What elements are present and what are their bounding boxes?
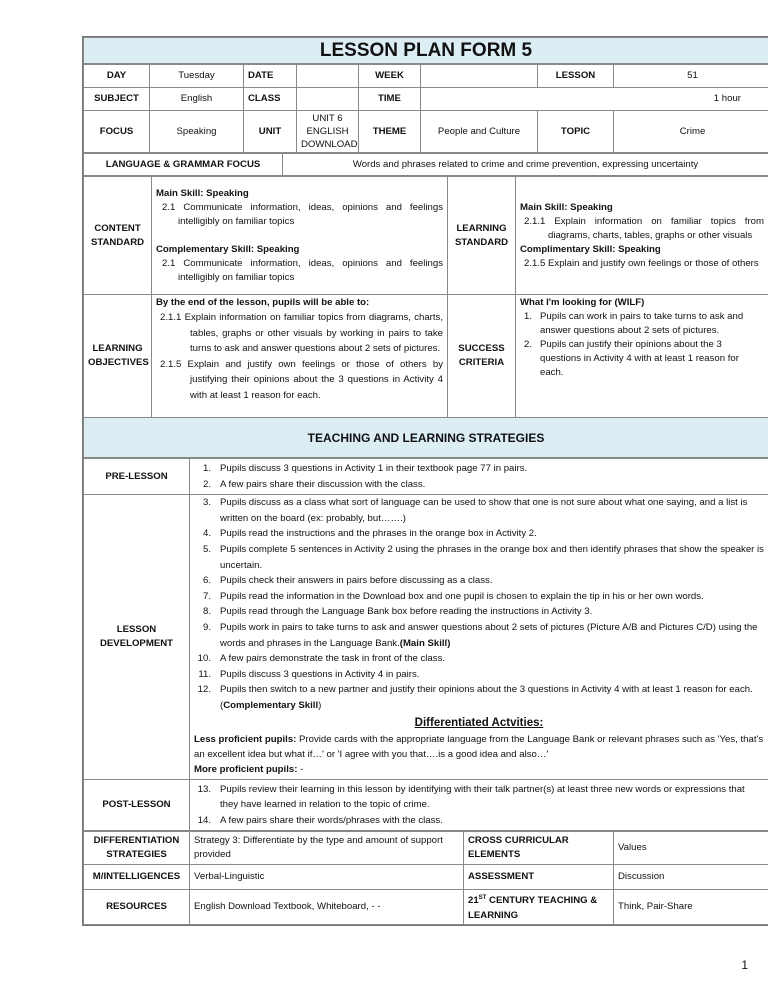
strategies-table bbox=[83, 458, 768, 831]
success-criteria-label: SUCCESS CRITERIA bbox=[448, 295, 516, 418]
time-label: TIME bbox=[359, 88, 421, 111]
step-item: 9. Pupils work in pairs to take turns to ask and answer questions about 2 sets of pictures (Picture A/B and Pictures C/D) using the words and phrases in the Language Bank.(Main Skill) bbox=[202, 621, 758, 649]
class-label: CLASS bbox=[244, 88, 297, 111]
day-label: DAY bbox=[84, 65, 150, 88]
lesson-development-label: LESSON DEVELOPMENT bbox=[84, 495, 190, 780]
footer-table bbox=[83, 831, 768, 924]
standards-table bbox=[83, 176, 768, 458]
date-label: DATE bbox=[244, 65, 297, 88]
week-label: WEEK bbox=[359, 65, 421, 88]
step-item: 13. Pupils review their learning in this lesson by identifying with their talk partner(s) at least three new words or expressions that they have learned in relation to the topic of crime. bbox=[197, 783, 745, 811]
differentiation-label: DIFFERENTIATION STRATEGIES bbox=[84, 832, 190, 865]
step-item: 10. A few pairs demonstrate the task in front of the class. bbox=[197, 653, 446, 665]
week-value bbox=[421, 65, 538, 88]
step-item: 7. Pupils read the information in the Download box and one pupil is chosen to explain the tip in his or her own words. bbox=[202, 590, 704, 602]
step-item: 11. Pupils discuss 3 questions in Activity 4 in pairs. bbox=[198, 668, 420, 680]
language-focus-table bbox=[83, 153, 768, 176]
class-value bbox=[297, 88, 359, 111]
theme-value: People and Culture bbox=[421, 111, 538, 153]
time-value: 1 hour bbox=[421, 88, 768, 111]
lesson-value: 51 bbox=[614, 65, 768, 88]
subject-value: English bbox=[150, 88, 244, 111]
21st-century-value: Think, Pair-Share bbox=[614, 890, 768, 924]
success-item: Pupils can justify their opinions about the 3 questions in Activity 4 with at least 1 reason for each. bbox=[540, 339, 739, 378]
content-standard-label: CONTENT STANDARD bbox=[84, 177, 152, 295]
resources-label: RESOURCES bbox=[84, 890, 190, 924]
content-main-skill: 2.1 Communicate information, ideas, opinions and feelings intelligibly on familiar topics bbox=[162, 201, 443, 227]
step-item: 4. Pupils read the instructions and the phrases in the orange box in Activity 2. bbox=[202, 528, 537, 540]
differentiation-value: Strategy 3: Differentiate by the type and amount of support provided bbox=[190, 832, 464, 865]
step-item: 2. A few pairs share their discussion with the class. bbox=[202, 478, 426, 490]
day-value: Tuesday bbox=[150, 65, 244, 88]
21st-century-label: 21ST CENTURY TEACHING & LEARNING bbox=[464, 890, 614, 924]
focus-label: FOCUS bbox=[84, 111, 150, 153]
content-comp-skill: 2.1 Communicate information, ideas, opinions and feelings intelligibly on familiar topics bbox=[162, 257, 443, 283]
differentiated-activities-heading: Differentiated Actvities: bbox=[414, 716, 544, 729]
ls-comp-skill: 2.1.5 Explain and justify own feelings or those of others bbox=[524, 257, 759, 269]
ls-comp-skill-heading: Complimentary Skill: Speaking bbox=[520, 243, 661, 255]
step-item: 8. Pupils read through the Language Bank box before reading the instructions in Activity 3. bbox=[202, 606, 593, 618]
post-lesson-label: POST-LESSON bbox=[84, 779, 190, 831]
step-item: 3. Pupils discuss as a class what sort of language can be used to show that one is not sure about what one saying, and a list is written on the board (ex: probably, but…….) bbox=[202, 497, 748, 524]
step-item: 1. Pupils discuss 3 questions in Activity 1 in their textbook page 77 in pairs. bbox=[202, 463, 528, 474]
objective-item: 2.1.1 Explain information on familiar topics from diagrams, charts, tables, graphs or other visuals by working in pairs to take turns to ask and answer questions about 2 sets of pictures. bbox=[160, 312, 443, 354]
subject-label: SUBJECT bbox=[84, 88, 150, 111]
learning-standard-label: LEARNING STANDARD bbox=[448, 177, 516, 295]
language-focus-value: Words and phrases related to crime and crime prevention, expressing uncertainty bbox=[283, 154, 768, 176]
list-number: 2. bbox=[523, 339, 532, 350]
resources-value: English Download Textbook, Whiteboard, - - bbox=[190, 890, 464, 924]
assessment-label: ASSESSMENT bbox=[464, 865, 614, 890]
pre-lesson-label: PRE-LESSON bbox=[84, 459, 190, 495]
page-title: LESSON PLAN FORM 5 bbox=[83, 37, 768, 64]
step-item: 5. Pupils complete 5 sentences in Activity 2 using the phrases in the orange box and then identify phrases that show the speaker is uncertain. bbox=[202, 543, 764, 571]
step-item: 12. Pupils then switch to a new partner and justify their opinions about the 3 questions in Activity 4 with at least 1 reason for each. (Complementary Skill) bbox=[197, 684, 753, 711]
cce-value: Values bbox=[614, 832, 768, 865]
topic-value: Crime bbox=[614, 111, 768, 153]
step-item: 6. Pupils check their answers in pairs before discussing as a class. bbox=[202, 575, 493, 587]
learning-objectives-label: LEARNING OBJECTIVES bbox=[84, 295, 152, 418]
lesson-plan-form bbox=[82, 36, 768, 926]
step-item: 14. A few pairs share their words/phrases with the class. bbox=[197, 814, 443, 826]
focus-value: Speaking bbox=[150, 111, 244, 153]
topic-label: TOPIC bbox=[538, 111, 614, 153]
content-comp-skill-heading: Complementary Skill: Speaking bbox=[156, 243, 300, 255]
date-value bbox=[297, 65, 359, 88]
theme-label: THEME bbox=[359, 111, 421, 153]
more-proficient-text: More proficient pupils: - bbox=[194, 763, 304, 775]
objectives-intro: By the end of the lesson, pupils will be able to: bbox=[156, 297, 370, 308]
ls-main-skill: 2.1.1 Explain information on familiar topics from diagrams, charts, tables, graphs or other visuals bbox=[524, 215, 764, 241]
list-number: 1. bbox=[523, 311, 532, 322]
language-focus-label: LANGUAGE & GRAMMAR FOCUS bbox=[84, 154, 283, 176]
success-item: Pupils can work in pairs to take turns to ask and answer questions about 2 sets of pictures. bbox=[540, 311, 744, 336]
strategies-heading: TEACHING AND LEARNING STRATEGIES bbox=[84, 418, 768, 458]
intelligences-value: Verbal-Linguistic bbox=[190, 865, 464, 890]
content-main-skill-heading: Main Skill: Speaking bbox=[156, 187, 249, 199]
ls-main-skill-heading: Main Skill: Speaking bbox=[520, 201, 613, 213]
unit-label: UNIT bbox=[244, 111, 297, 153]
cce-label: CROSS CURRICULAR ELEMENTS bbox=[464, 832, 614, 865]
intelligences-label: M/INTELLIGENCES bbox=[84, 865, 190, 890]
less-proficient-text: Less proficient pupils: Provide cards with the appropriate language from the Language Bank or relevant phrases such as 'Yes, that's an excellent idea but what if…' or 'I agree with you that….is a good idea and also…' bbox=[194, 733, 764, 761]
assessment-value: Discussion bbox=[614, 865, 768, 890]
objective-item: 2.1.5 Explain and justify own feelings or those of others by justifying their opinions about the 3 questions in Activity 4 with at least 1 reason for each. bbox=[160, 358, 443, 401]
page-number: 1 bbox=[741, 958, 748, 972]
header-table bbox=[83, 64, 768, 153]
success-intro: What I'm looking for (WILF) bbox=[520, 297, 645, 308]
unit-value: UNIT 6 ENGLISH DOWNLOAD bbox=[297, 111, 359, 153]
lesson-label: LESSON bbox=[538, 65, 614, 88]
